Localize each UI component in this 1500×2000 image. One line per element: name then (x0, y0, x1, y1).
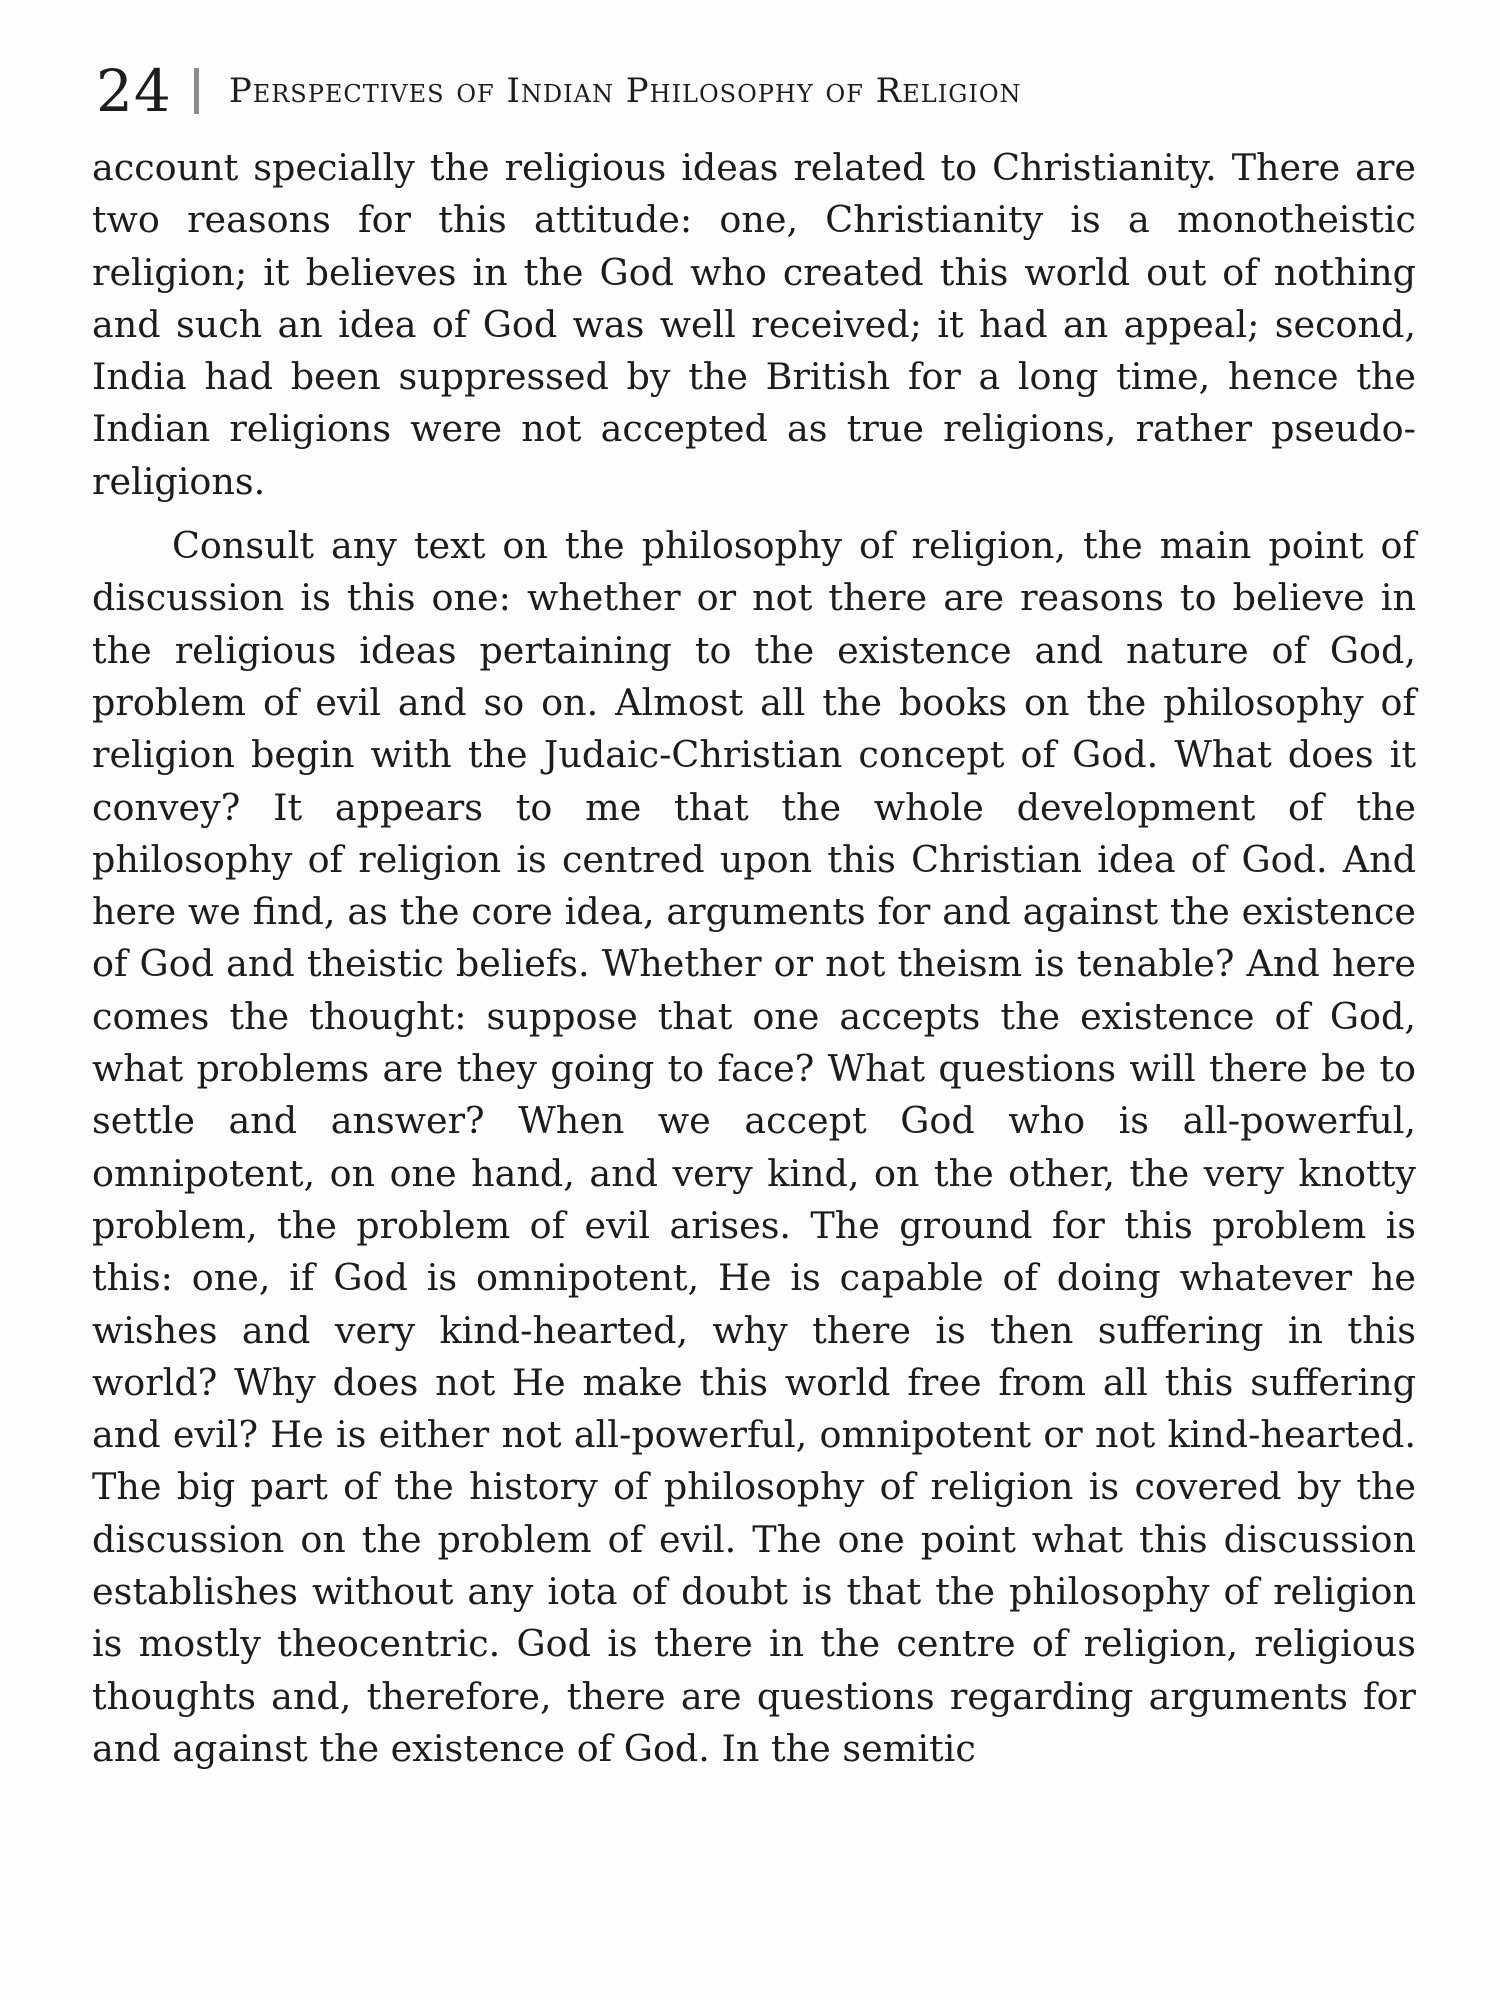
running-title: Perspectives of Indian Philosophy of Religion (228, 71, 1022, 111)
paragraph-main: Consult any text on the philosophy of religion, the main point of discussion is this one: whether or not there are reasons to believe in the religious ideas pertaining to the existence and nature of God, problem of evil and so on. Almost all the books on the philosophy of religion begin with the Judaic-Christian concept of God. What does it convey? It appears to me that the whole development of the philosophy of religion is centred upon this Christian idea of God. And here we find, as the core idea, arguments for and against the existence of God and theistic beliefs. Whether or not theism is tenable? And here comes the thought: suppose that one accepts the existence of God, what problems are they going to face? What questions will there be to settle and answer? When we accept God who is all-powerful, omnipotent, on one hand, and very kind, on the other, the very knotty problem, the problem of evil arises. The ground for this problem is this: one, if God is omnipotent, He is capable of doing whatever he wishes and very kind-hearted, why there is then suffering in this world? Why does not He make this world free from all this suffering and evil? He is either not all-powerful, omnipotent or not kind-hearted. The big part of the history of philosophy of religion is covered by the discussion on the problem of evil. The one point what this discussion establishes without any iota of doubt is that the philosophy of religion is mostly theocentric. God is there in the centre of religion, religious thoughts and, therefore, there are questions regarding arguments for and against the existence of God. In the semitic (92, 524, 1416, 1770)
running-header (96, 56, 1426, 126)
page-number: 24 (96, 57, 172, 125)
header-divider (194, 68, 199, 114)
body-text (92, 142, 1416, 1775)
paragraph-continued: account specially the religious ideas related to Christianity. There are two reasons for this attitude: one, Christianity is a monotheistic religion; it believes in the God who created this world out of nothing and such an idea of God was well received; it had an appeal; second, India had been suppressed by the British for a long time, hence the Indian religions were not accepted as true religions, rather pseudo-religions. (92, 146, 1416, 503)
